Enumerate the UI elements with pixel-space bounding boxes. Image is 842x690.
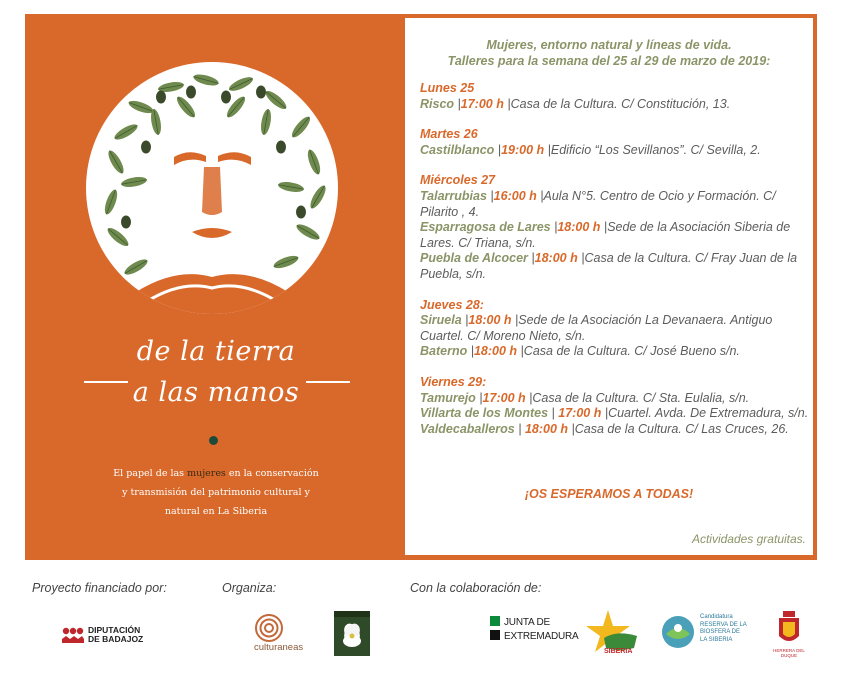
schedule-entry: Valdecaballeros | 18:00 h |Casa de la Cultura. C/ Las Cruces, 26. [420, 421, 789, 436]
herrera-logo [766, 610, 812, 660]
biosfera-line1: Candidatura [700, 614, 733, 620]
entry-venue: Casa de la Cultura. C/ Las Cruces, 26. [574, 421, 789, 436]
day-block [420, 81, 810, 112]
poster-title-line2: a las manos [132, 377, 300, 408]
tagline-highlight: mujeres [187, 468, 226, 479]
entry-venue: Cuartel. Avda. De Extremadura, s/n. [608, 406, 809, 421]
entry-place: Puebla de Alcocer [420, 251, 528, 266]
junta-extremadura-logo [490, 616, 579, 650]
entry-place: Esparragosa de Lares [420, 220, 551, 235]
entry-time: 16:00 h [493, 188, 537, 203]
biosfera-emblem-icon [660, 614, 696, 650]
junta-line2: EXTREMADURA [504, 631, 579, 642]
schedule-list [420, 81, 810, 452]
entry-time: 17:00 h [558, 406, 602, 421]
day-label: Lunes 25 [420, 81, 475, 95]
collab-label: Con la colaboración de: [410, 581, 542, 595]
junta-line1: JUNTA DE [504, 617, 550, 628]
entry-place: Siruela [420, 313, 462, 328]
entry-place: Tamurejo [420, 390, 476, 405]
junta-black-square-icon [490, 630, 500, 640]
diputacion-line2: DE BADAJOZ [88, 634, 144, 644]
entry-place: Castilblanco [420, 142, 495, 157]
entry-venue: Edificio “Los Sevillanos”. C/ Sevilla, 2. [550, 142, 761, 157]
poster-tagline [110, 464, 322, 521]
day-label: Martes 26 [420, 127, 478, 142]
entry-time: 19:00 h [501, 142, 545, 157]
entry-venue: Sede de la Asociación Siberia de Lares. C/ Triana, s/n. [420, 220, 791, 250]
entry-venue: Casa de la Cultura. C/ Fray Juan de la Puebla, s/n. [420, 251, 798, 281]
schedule-entry: Siruela |18:00 h |Sede de la Asociación La Devanaera. Antiguo Cuartel. C/ Moreno Nieto, s/n. [420, 313, 773, 343]
intro-line1: Mujeres, entorno natural y líneas de vida. [486, 38, 732, 52]
free-note: Actividades gratuitas. [691, 532, 806, 546]
entry-venue: Aula N°5. Centro de Ocio y Formación. C/ Pilarito , 4. [420, 188, 776, 219]
funded-label: Proyecto financiado por: [32, 581, 167, 595]
book-cover-image [334, 611, 370, 656]
culturaneas-logo [252, 612, 324, 656]
diputacion-logo [60, 624, 150, 646]
entry-place: Risco [420, 96, 455, 111]
junta-green-square-icon [490, 616, 500, 626]
entry-venue: Casa de la Cultura. C/ Sta. Eulalia, s/n. [532, 390, 750, 405]
entry-time: 18:00 h [473, 344, 518, 359]
entry-time: 18:00 h [468, 313, 512, 328]
day-label: Jueves 28: [420, 297, 484, 312]
diputacion-emblem-icon [60, 625, 86, 645]
diputacion-line1: DIPUTACIÓN [88, 625, 141, 635]
flower-icon [334, 611, 370, 656]
siberia-text: SIBERIA [604, 648, 633, 655]
tagline-before: El papel de las [113, 468, 185, 479]
schedule-entry: Castilblanco |19:00 h |Edificio “Los Sevillanos”. C/ Sevilla, 2. [420, 142, 761, 157]
title-rule-left [84, 381, 128, 383]
schedule-entry: Tamurejo |17:00 h |Casa de la Cultura. C/ Sta. Eulalia, s/n. [420, 390, 750, 405]
entry-place: Villarta de los Montes [420, 406, 549, 421]
entry-time: 18:00 h [524, 421, 569, 436]
biosfera-line3: BIOSFERA DE [700, 629, 741, 635]
entry-time: 18:00 h [534, 251, 578, 266]
day-label: Miércoles 27 [420, 173, 496, 188]
schedule-entry: Baterno |18:00 h |Casa de la Cultura. C/ José Bueno s/n. [420, 344, 740, 359]
biosfera-logo [660, 612, 756, 654]
biosfera-line2: RESERVA DE LA [700, 621, 747, 628]
day-block [420, 127, 810, 158]
entry-place: Valdecaballeros [420, 421, 515, 436]
biosfera-line4: LA SIBERIA [700, 636, 733, 643]
entry-venue: Casa de la Cultura. C/ José Bueno s/n. [523, 344, 740, 359]
intro-line2: Talleres para la semana del 25 al 29 de marzo de 2019: [447, 54, 771, 68]
schedule-entry: Esparragosa de Lares |18:00 h |Sede de la Asociación Siberia de Lares. C/ Triana, s/n. [420, 220, 791, 250]
entry-venue: Casa de la Cultura. C/ Constitución, 13. [510, 96, 731, 111]
schedule-entry: Talarrubias |16:00 h |Aula N°5. Centro de Ocio y Formación. C/ Pilarito , 4. [420, 188, 776, 219]
tagline-after: en la conservación y transmisión del patrimonio cultural y natural en La Siberia [122, 468, 319, 517]
schedule-entry: Risco |17:00 h |Casa de la Cultura. C/ Constitución, 13. [420, 96, 731, 111]
day-label: Viernes 29: [420, 374, 487, 389]
entry-place: Talarrubias [420, 188, 487, 203]
culturaneas-spiral-icon [254, 612, 284, 646]
green-dot-icon [209, 436, 218, 445]
organized-label: Organiza: [222, 581, 277, 595]
olive-leaves-icon [86, 62, 338, 314]
closing-message: ¡OS ESPERAMOS A TODAS! [524, 487, 694, 501]
day-block [420, 298, 810, 360]
schedule-entry: Puebla de Alcocer |18:00 h |Casa de la Cultura. C/ Fray Juan de la Puebla, s/n. [420, 251, 798, 281]
culturaneas-text: culturaneas [254, 642, 304, 653]
coat-of-arms-icon [766, 610, 812, 650]
entry-time: 17:00 h [460, 96, 504, 111]
woman-olive-illustration [86, 62, 338, 314]
entry-place: Baterno [420, 344, 468, 359]
herrera-text: HERRERA DEL DUQUE [773, 648, 805, 658]
day-block [420, 375, 810, 437]
day-block [420, 173, 810, 282]
poster-title-line1: de la tierra [136, 336, 296, 367]
entry-time: 18:00 h [557, 220, 601, 235]
entry-time: 17:00 h [482, 390, 526, 405]
siberia-logo [582, 608, 644, 660]
schedule-entry: Villarta de los Montes | 17:00 h |Cuartel. Avda. De Extremadura, s/n. [420, 406, 809, 421]
entry-venue: Sede de la Asociación La Devanaera. Antiguo Cuartel. C/ Moreno Nieto, s/n. [420, 313, 773, 343]
title-rule-right [306, 381, 350, 383]
program-intro [405, 37, 813, 69]
